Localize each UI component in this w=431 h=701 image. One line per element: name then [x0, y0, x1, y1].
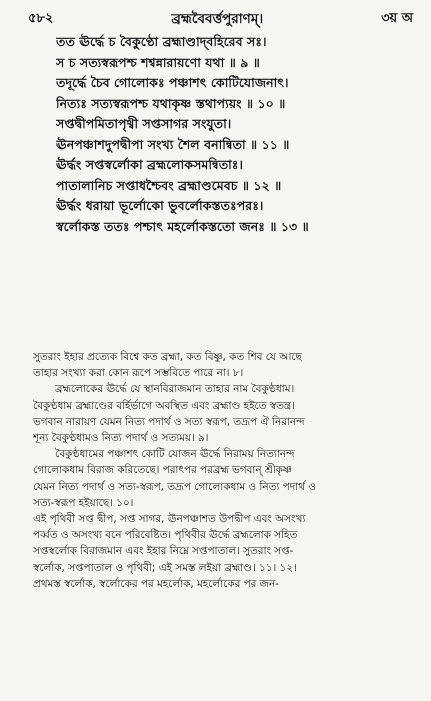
verse-line: স্বর্লোকস্ত ততঃ পশ্চাৎ মহর্লোকস্ততো জনঃ ॥ ১৩ ॥ — [56, 218, 309, 234]
commentary-paragraph — [33, 446, 423, 511]
section-label: ৩য় অ — [381, 10, 413, 26]
commentary-line: ভগবান নারায়ণ যেমন নিত্য পদার্থ ও সত্য স্বরূপ, তদ্রূপ ঐ নিরানন্দ — [33, 415, 305, 428]
commentary-line: বৈকুণ্ঠধাম ব্রহ্মাণ্ডের বর্হির্ভাগে অবস্থিত এবং ব্রহ্মাণ্ড হইতে স্বতন্ত্র। — [33, 399, 295, 412]
commentary-line: তাহার সংখ্যা করা কোন রূপে সম্ভবিতে পারে না। ৮। — [33, 367, 244, 380]
commentary-paragraph — [33, 349, 423, 381]
verse-line: নিত্যঃ সত্যস্বরূপশ্চ যথাকৃষ্ণ স্তথাপ্যয়ং ॥ ১০ ॥ — [56, 95, 286, 111]
commentary-line: সত্য-স্বরূপ হইয়াছে। ১০। — [33, 496, 134, 509]
commentary-line: শূন্য বৈকুণ্ঠধামও নিত্য পদার্থ ও সত্যময়। ৯। — [33, 432, 209, 445]
verse-line: ঊনপঞ্চাশদুপদ্বীপা সংখ্য শৈল বনান্বিতা ॥ ১১ ॥ — [56, 136, 290, 152]
verse-line: স চ সত্যস্বরূপশ্চ শশ্বন্নারায়ণো যথা ॥ ৯ ॥ — [56, 54, 260, 70]
page-header — [28, 6, 413, 32]
commentary-line: ব্রহ্মলোকের ঊর্দ্ধে যে স্থানবিরাজমান তাহার নাম বৈকুণ্ঠধাম। — [55, 383, 295, 396]
commentary-paragraph — [33, 381, 423, 446]
commentary-paragraph — [33, 511, 423, 592]
commentary-line: যেমন নিত্য পদার্থ ও সত্য-স্বরূপ, তদ্রূপ গোলোকধাম ও নিত্য পদার্থ ও — [33, 480, 316, 493]
verse-line: ঊর্দ্ধং সপ্তস্বর্লোকা ব্রহ্মলোকসমন্বিতাঃ। — [56, 157, 244, 172]
verse-line: তদূর্দ্ধে চৈব গোলোকঃ পঞ্চাশৎ কোটিযোজনাৎ। — [56, 75, 289, 90]
commentary-line: বৈকুণ্ঠধামের পঞ্চাশৎ কোটি যোজন ঊর্দ্ধে নিরাময় নিত্যানন্দ — [55, 448, 295, 461]
commentary-line: প্রথমস্ত স্বর্লোক, স্বর্লোকের পর মহর্লোক, মহর্লোকের পর জন- — [33, 577, 279, 590]
commentary-line: সুতরাং ইহার প্রত্যেক বিশ্বে কত ব্রহ্মা, কত বিষ্ণু, কত শিব যে আছে — [33, 351, 302, 363]
verse-line: সপ্তদ্বীপমিতাপৃথ্বী সপ্তসাগর সংযুতা। — [56, 116, 232, 131]
commentary-line: এই পৃথিবী সপ্ত দ্বীপ, সপ্ত সাগর, ঊনপঞ্চাশত উপদ্বীপ এবং অসংখ্য — [33, 513, 306, 526]
page-title: ব্রহ্মবৈবর্ত্তপুরাণম্‌। — [171, 10, 264, 27]
sanskrit-verses — [56, 32, 423, 237]
page-number: ৫৮২ — [28, 10, 54, 26]
commentary-line: গোলোকধাম বিরাজ করিতেছে। পরাৎপর পরব্রহ্ম ভগবান্ শ্রীকৃষ্ণ — [33, 464, 292, 477]
commentary-line: পর্ব্বত ও অসংখ্য বনে পরিবেষ্টিত। পৃথিবীর ঊর্দ্ধে ব্রহ্মলোক সহিত — [33, 529, 298, 542]
bengali-commentary — [33, 349, 423, 592]
commentary-line: স্বর্লোক, সপ্তপাতাল ও পৃথিবী; এই সমস্ত লইয়া ব্রহ্মাণ্ড। ১১। ১২। — [33, 561, 297, 574]
verse-line: পাতালানিচ সপ্তাধশ্চৈবং ব্রহ্মাণ্ডমেবচ ॥ ১২ ॥ — [56, 177, 282, 193]
commentary-line: সপ্তস্বর্লোক বিরাজমান এবং ইহার নিম্নে সপ্তপাতাল। সুতরাং সপ্ত- — [33, 545, 294, 558]
verse-line: তত ঊর্দ্ধে চ বৈকুণ্ঠো ব্রহ্মাণ্ডাদ্‌বহিরেব সঃ। — [56, 34, 267, 49]
verse-line: ঊর্দ্ধং ধরায়া ভূর্লোকো ভুবর্লোকস্ততঃপরঃ। — [56, 198, 264, 213]
